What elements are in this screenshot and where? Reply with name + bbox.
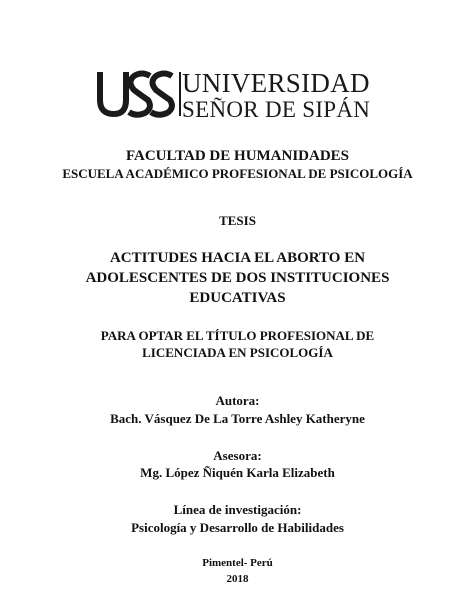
- thesis-title-line: ACTITUDES HACIA EL ABORTO EN: [109, 250, 366, 266]
- document-type: TESIS: [219, 213, 256, 228]
- thesis-title-line: EDUCATIVAS: [189, 290, 286, 306]
- degree-purpose-line: PARA OPTAR EL TÍTULO PROFESIONAL DE: [100, 328, 375, 343]
- year: 2018: [226, 573, 249, 585]
- research-line-label: Línea de investigación:: [173, 502, 302, 517]
- faculty-heading: FACULTAD DE HUMANIDADES: [125, 148, 350, 164]
- research-line-name: Psicología y Desarrollo de Habilidades: [131, 520, 344, 535]
- advisor-label: Asesora:: [213, 448, 262, 463]
- university-name: [182, 68, 382, 122]
- author-name: Bach. Vásquez De La Torre Ashley Katheryne: [110, 411, 365, 426]
- uss-monogram-icon: [96, 68, 182, 120]
- advisor-name: Mg. López Ñiquén Karla Elizabeth: [140, 465, 335, 480]
- university-name-line1: UNIVERSIDAD: [182, 68, 370, 98]
- school-heading: ESCUELA ACADÉMICO PROFESIONAL DE PSICOLOGÍA: [62, 166, 413, 181]
- degree-purpose-line: LICENCIADA EN PSICOLOGÍA: [142, 345, 333, 360]
- author-label: Autora:: [215, 393, 260, 408]
- thesis-title-line: ADOLESCENTES DE DOS INSTITUCIONES: [85, 270, 390, 286]
- place: Pimentel- Perú: [202, 557, 273, 569]
- university-name-line2: SEÑOR DE SIPÁN: [182, 97, 371, 122]
